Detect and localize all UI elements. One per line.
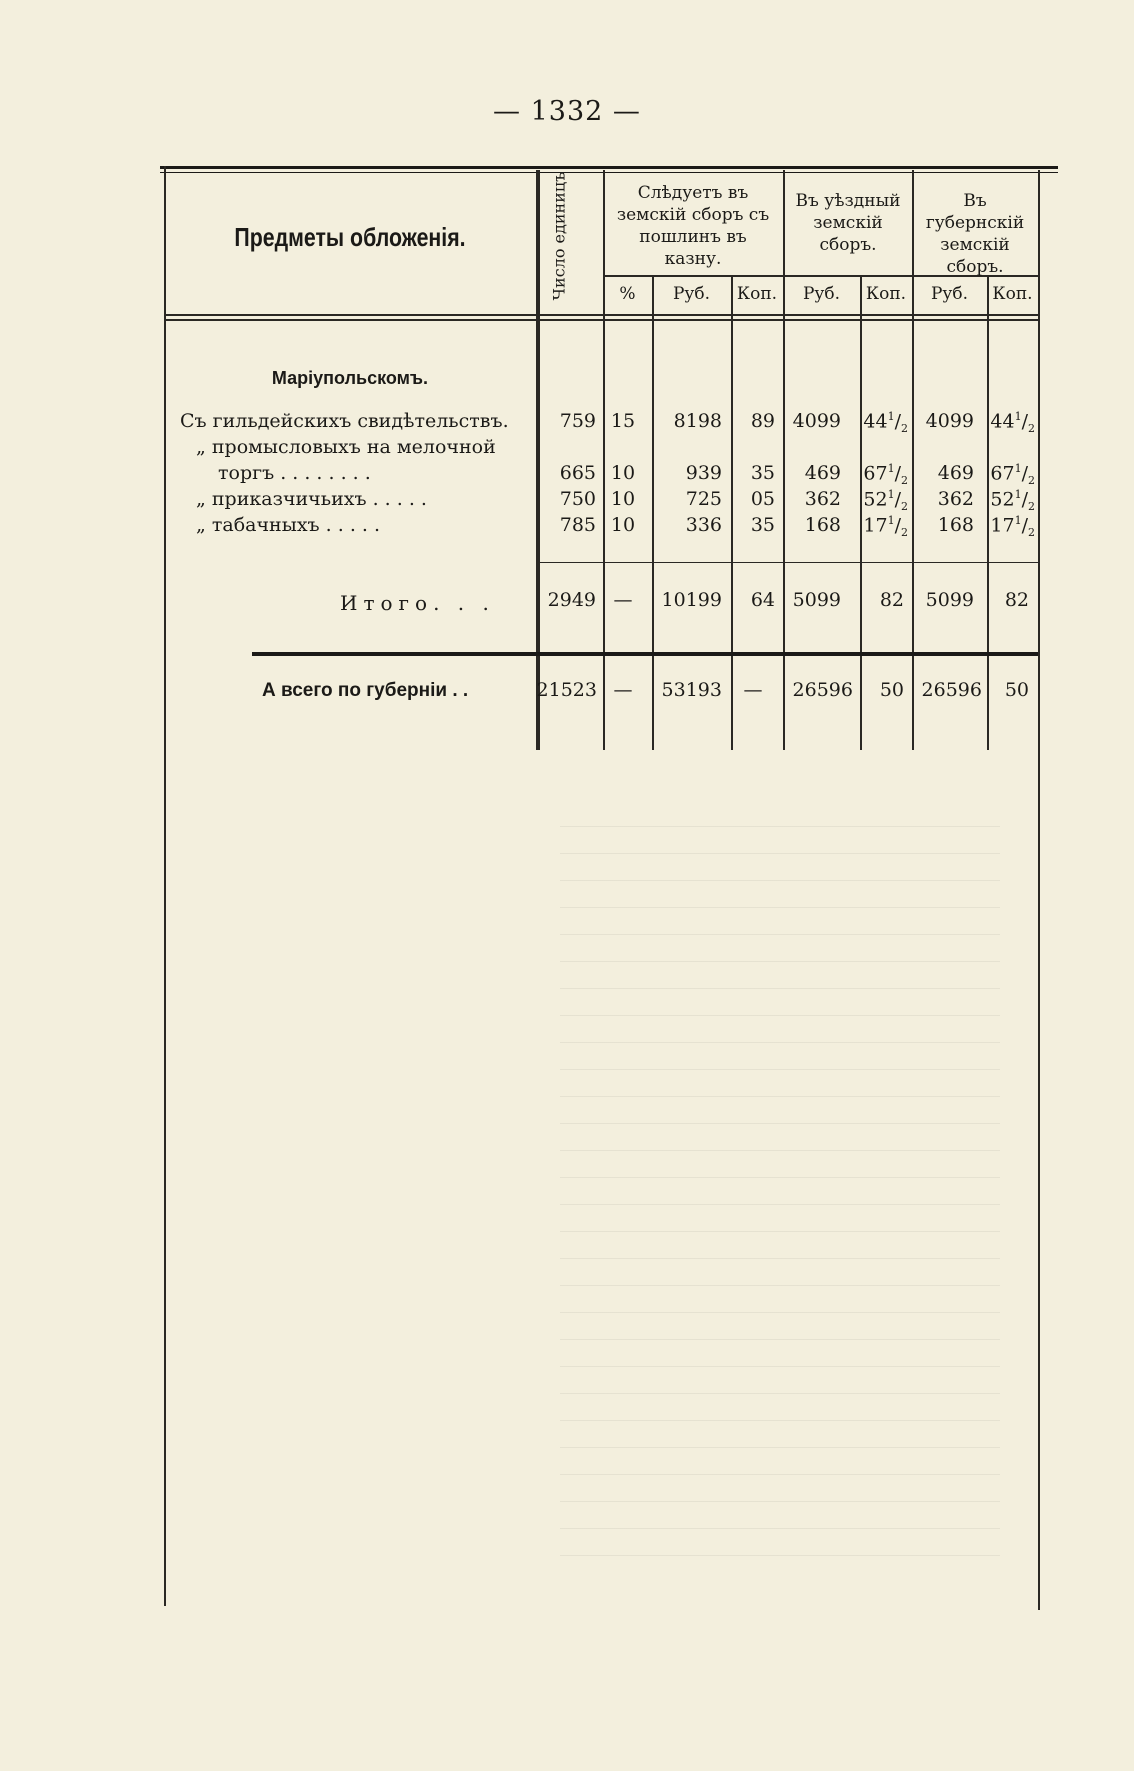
cell-pct: 10 <box>610 462 636 484</box>
row-label: торгъ . . . . . . . . <box>218 462 371 484</box>
subheader-rub: Руб. <box>930 284 969 304</box>
cell-count: 665 <box>559 462 596 484</box>
column-title-subjects: Предметы обложенія. <box>234 222 466 252</box>
cell-p-rub: 362 <box>937 488 974 510</box>
header-bottom-rule <box>164 314 1038 316</box>
grand-rub: 53193 <box>661 679 722 701</box>
fraction-numerator: 1 <box>1014 488 1022 501</box>
fraction-denominator: 2 <box>901 500 908 514</box>
cell-rub: 939 <box>685 462 722 484</box>
cell-p-rub: 4099 <box>925 410 974 432</box>
table-top-rule <box>160 166 1058 169</box>
cell-p-kop: $67^1/_2$ <box>990 462 1035 488</box>
section-heading: Маріупольскомъ. <box>271 368 429 388</box>
total-count: 2949 <box>547 589 596 611</box>
cell-p-rub: 469 <box>937 462 974 484</box>
table-row <box>0 514 1134 540</box>
row-label: „ табачныхъ . . . . . <box>196 514 381 536</box>
cell-d-kop: $67^1/_2$ <box>863 462 908 488</box>
grand-provincial-rub: 26596 <box>921 679 982 701</box>
total-district-kop: 82 <box>879 589 904 611</box>
fraction-numerator: 1 <box>887 514 895 527</box>
cell-count: 750 <box>559 488 596 510</box>
fraction-numerator: 1 <box>1014 514 1022 527</box>
cell-rub: 8198 <box>673 410 722 432</box>
subheader-rub: Руб. <box>802 284 841 304</box>
cell-pct: 15 <box>610 410 636 432</box>
subheader-kop: Коп. <box>736 284 778 304</box>
fraction-denominator: 2 <box>1028 422 1035 436</box>
cell-rub: 336 <box>685 514 722 536</box>
fraction-numerator: 1 <box>1014 410 1022 423</box>
fraction-numerator: 1 <box>1014 462 1022 475</box>
cell-p-kop: $44^1/_2$ <box>990 410 1035 436</box>
grand-district-kop: 50 <box>879 679 904 701</box>
cell-d-rub: 4099 <box>792 410 841 432</box>
table-right-border <box>1038 170 1040 1610</box>
grand-total-row <box>0 679 1134 705</box>
cell-p-rub: 168 <box>937 514 974 536</box>
subheader-rub: Руб. <box>672 284 711 304</box>
subheader-kop: Коп. <box>992 284 1033 304</box>
page-number: — 1332 — <box>493 96 641 127</box>
fraction-numerator: 1 <box>887 410 895 423</box>
total-kop: 64 <box>750 589 775 611</box>
row-label: „ промысловыхъ на мелочной <box>196 436 496 458</box>
cell-kop: 89 <box>750 410 775 432</box>
cell-count: 785 <box>559 514 596 536</box>
grand-district-rub: 26596 <box>792 679 853 701</box>
table-row <box>0 436 1134 462</box>
table-row <box>0 488 1134 514</box>
cell-kop: 05 <box>750 488 775 510</box>
cell-count: 759 <box>559 410 596 432</box>
column-group-district: Въ уѣздный земскій сборъ. <box>795 191 901 255</box>
cell-d-rub: 469 <box>804 462 841 484</box>
grand-provincial-kop: 50 <box>1004 679 1029 701</box>
total-provincial-kop: 82 <box>1004 589 1029 611</box>
cell-pct: 10 <box>610 488 636 510</box>
column-group-provincial: Въ губернскій земскій сборъ. <box>925 191 1025 277</box>
total-pct: — <box>613 589 633 611</box>
fraction-numerator: 1 <box>887 462 895 475</box>
fraction-denominator: 2 <box>901 526 908 540</box>
table-top-rule-thin <box>160 172 1058 173</box>
cell-d-rub: 362 <box>804 488 841 510</box>
cell-d-rub: 168 <box>804 514 841 536</box>
grand-total-rule <box>252 652 1038 656</box>
table-row <box>0 462 1134 488</box>
total-provincial-rub: 5099 <box>925 589 974 611</box>
table-row <box>0 410 1134 436</box>
grand-kop: — <box>743 679 763 701</box>
fraction-denominator: 2 <box>901 422 908 436</box>
total-top-rule <box>536 562 1038 563</box>
grand-total-label: А всего по губерніи . . <box>262 680 469 701</box>
cell-kop: 35 <box>750 514 775 536</box>
cell-pct: 10 <box>610 514 636 536</box>
cell-d-kop: $52^1/_2$ <box>863 488 908 514</box>
fraction-denominator: 2 <box>1028 500 1035 514</box>
fraction-numerator: 1 <box>887 488 895 501</box>
cell-d-kop: $44^1/_2$ <box>863 410 908 436</box>
cell-p-kop: $17^1/_2$ <box>990 514 1035 540</box>
fraction-denominator: 2 <box>901 474 908 488</box>
row-label: Съ гильдейскихъ свидѣтельствъ. <box>180 410 509 432</box>
column-group-treasury: Слѣдуетъ въ земскій сборъ съ пошлинъ въ казну. <box>616 183 770 269</box>
cell-kop: 35 <box>750 462 775 484</box>
grand-count: 21523 <box>536 679 597 701</box>
total-label: Итого. . . <box>340 591 495 615</box>
total-row <box>0 589 1134 615</box>
total-rub: 10199 <box>661 589 722 611</box>
subheader-kop: Коп. <box>865 284 907 304</box>
header-bottom-rule <box>164 319 1038 321</box>
row-label: „ приказчичьихъ . . . . . <box>196 488 427 510</box>
total-district-rub: 5099 <box>792 589 841 611</box>
cell-d-kop: $17^1/_2$ <box>863 514 908 540</box>
cell-p-kop: $52^1/_2$ <box>990 488 1035 514</box>
cell-rub: 725 <box>685 488 722 510</box>
subheader-pct: % <box>619 284 636 304</box>
fraction-denominator: 2 <box>1028 474 1035 488</box>
fraction-denominator: 2 <box>1028 526 1035 540</box>
column-title-count: Число единицъ <box>549 171 569 301</box>
grand-pct: — <box>613 679 633 701</box>
reverse-page-bleed <box>560 800 1000 1580</box>
